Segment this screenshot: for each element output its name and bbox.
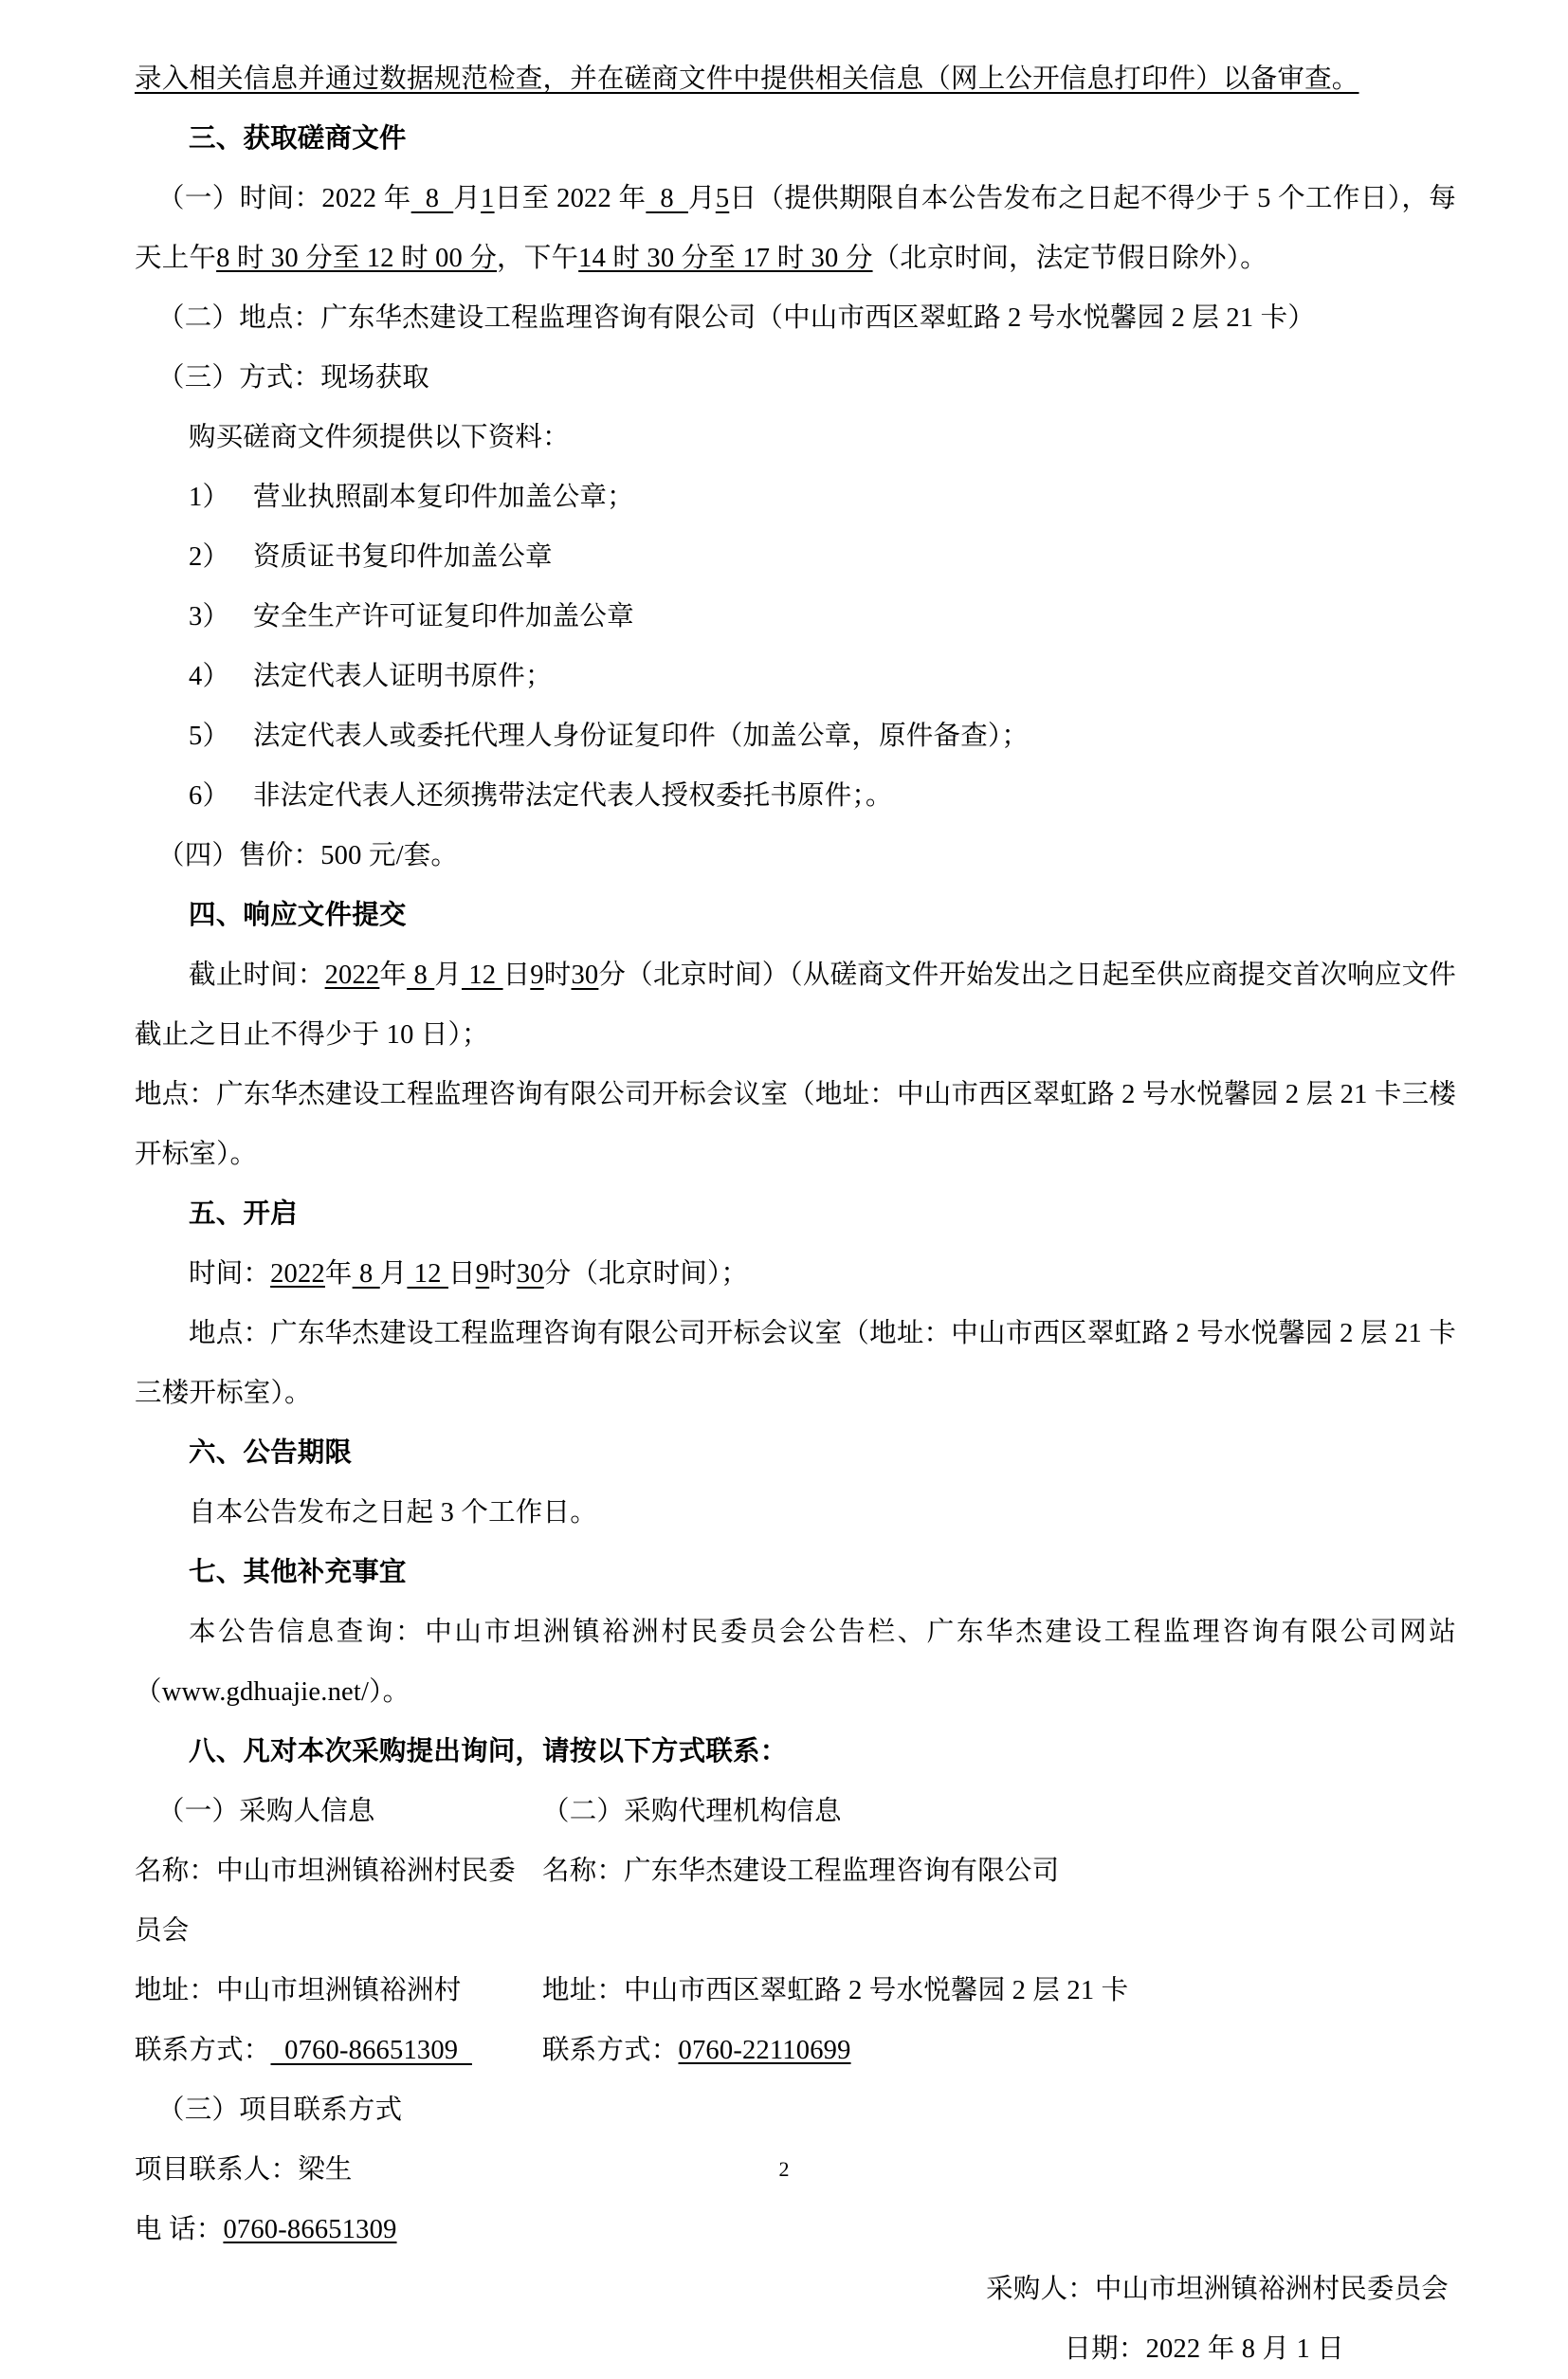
afternoon-tail: （北京时间，法定节假日除外）。 — [872, 244, 1267, 273]
opening-day-suffix: 日 — [448, 1259, 476, 1289]
opening-place-paragraph: 地点：广东华杰建设工程监理咨询有限公司开标会议室（地址：中山市西区翠虹路 2 号水悦馨园 2 层 21 卡三楼开标室）。 — [135, 1319, 1456, 1408]
list-item-text: 法定代表人或委托代理人身份证复印件（加盖公章，原件备查）； — [253, 722, 1030, 751]
signoff-date: 日期：2022 年 8 月 1 日 — [1064, 2334, 1344, 2364]
time-mid-text-2: 日至 2022 年 — [494, 184, 647, 213]
announcement-period-paragraph: 自本公告发布之日起 3 个工作日。 — [189, 1498, 597, 1528]
opening-month-suffix: 月 — [379, 1259, 408, 1289]
agency-contact — [542, 2021, 1456, 2080]
list-item-text: 非法定代表人还须携带法定代表人授权委托书原件；。 — [253, 781, 893, 811]
deadline-month-suffix: 月 — [434, 961, 462, 990]
list-item — [135, 766, 1456, 826]
project-contact-person: 项目联系人：梁生 — [135, 2155, 353, 2185]
opening-year-suffix: 年 — [324, 1259, 353, 1289]
list-item-text: 法定代表人证明书原件； — [253, 662, 553, 691]
list-item — [135, 706, 1456, 766]
heading-section-6: 六、公告期限 — [189, 1438, 353, 1468]
opening-hour-suffix: 时 — [489, 1259, 517, 1289]
project-contact-phone — [135, 2200, 1456, 2260]
deadline-day: 12 — [461, 961, 503, 990]
morning-tail: ，下午 — [497, 244, 579, 273]
acquisition-price-paragraph: （四）售价：500 元/套。 — [157, 841, 459, 870]
opening-time-tail: （北京时间）； — [571, 1259, 749, 1289]
purchase-note-paragraph: 购买磋商文件须提供以下资料： — [189, 423, 570, 452]
opening-day: 12 — [407, 1259, 448, 1289]
opening-minute-suffix: 分 — [543, 1259, 572, 1289]
purchaser-contact-value: 0760-86651309 — [270, 2036, 472, 2065]
time-month-suffix-2: 月 — [687, 184, 716, 213]
acquisition-place-paragraph: （二）地点：广东华杰建设工程监理咨询有限公司（中山市西区翠虹路 2 号水悦馨园 2 层 21 卡） — [157, 303, 1316, 333]
opening-time-paragraph — [135, 1244, 1456, 1304]
project-contact-title: （三）项目联系方式 — [157, 2095, 403, 2125]
opening-year: 2022 — [270, 1259, 325, 1289]
time-label: （一）时间：2022 年 — [157, 184, 411, 213]
signoff-purchaser: 采购人：中山市坦洲镇裕洲村民委员会 — [986, 2275, 1449, 2304]
list-item-number: 6） — [189, 781, 230, 811]
morning-hours: 8 时 30 分至 12 时 00 分 — [216, 244, 498, 273]
heading-section-3: 三、获取磋商文件 — [189, 124, 407, 154]
agency-name: 名称：广东华杰建设工程监理咨询有限公司 — [542, 1857, 1060, 1886]
submission-deadline-paragraph — [135, 945, 1456, 1065]
list-item-text: 资质证书复印件加盖公章 — [253, 542, 553, 572]
heading-section-4: 四、响应文件提交 — [189, 901, 407, 930]
list-item-text: 营业执照副本复印件加盖公章； — [253, 483, 634, 512]
purchaser-info-title: （一）采购人信息 — [157, 1797, 375, 1826]
time-month-suffix-1: 月 — [453, 184, 482, 213]
other-matters-paragraph: 本公告信息查询：中山市坦洲镇裕洲村民委员会公告栏、广东华杰建设工程监理咨询有限公司网站（www.gdhuajie.net/）。 — [135, 1618, 1456, 1707]
deadline-month: 8 — [407, 961, 435, 990]
list-item-number: 2） — [189, 542, 230, 572]
deadline-minute: 30 — [571, 961, 599, 990]
deadline-day-suffix: 日 — [502, 961, 531, 990]
heading-section-7: 七、其他补充事宜 — [189, 1558, 407, 1587]
purchaser-name: 名称：中山市坦洲镇裕洲村民委员会 — [135, 1857, 516, 1946]
purchaser-contact-label: 联系方式： — [135, 2036, 271, 2065]
submission-place-paragraph: 地点：广东华杰建设工程监理咨询有限公司开标会议室（地址：中山市西区翠虹路 2 号水悦馨园 2 层 21 卡三楼开标室）。 — [135, 1080, 1456, 1169]
deadline-label: 截止时间： — [189, 961, 325, 990]
time-day-blank-2: 5 — [715, 184, 730, 213]
agency-info-title: （二）采购代理机构信息 — [542, 1797, 842, 1826]
list-item-number: 5） — [189, 722, 230, 751]
list-item-number: 1） — [189, 483, 230, 512]
acquisition-time-paragraph — [135, 169, 1456, 288]
agency-address: 地址：中山市西区翠虹路 2 号水悦馨园 2 层 21 卡 — [542, 1976, 1129, 2005]
intro-paragraph: 录入相关信息并通过数据规范检查，并在磋商文件中提供相关信息（网上公开信息打印件）以备审查。 — [135, 64, 1359, 94]
opening-time-label: 时间： — [189, 1259, 271, 1289]
list-item — [135, 467, 1456, 527]
purchaser-contact — [135, 2021, 542, 2080]
list-item — [135, 527, 1456, 587]
list-item — [135, 587, 1456, 647]
list-item-number: 3） — [189, 602, 230, 631]
agency-contact-value: 0760-22110699 — [678, 2036, 851, 2065]
list-item-text: 安全生产许可证复印件加盖公章 — [253, 602, 634, 631]
time-month-blank-2: 8 — [646, 184, 688, 213]
document-body — [135, 49, 1456, 2379]
requirements-list — [135, 467, 1456, 826]
afternoon-hours: 14 时 30 分至 17 时 30 分 — [578, 244, 873, 273]
deadline-tail: （北京时间）（从磋商文件开始发出之日起至供应商提交首次响应文件截止之日止不得少于 10 日）； — [135, 961, 1457, 1050]
page-number: 2 — [778, 2157, 790, 2181]
time-month-blank-1: 8 — [410, 184, 454, 213]
deadline-minute-suffix: 分 — [598, 961, 627, 990]
acquisition-method-paragraph: （三）方式：现场获取 — [157, 363, 430, 393]
project-phone-label: 电 话： — [135, 2215, 224, 2244]
contact-information-block — [135, 1782, 1456, 2080]
signoff-block — [135, 2260, 1456, 2379]
time-day-blank-1: 1 — [481, 184, 495, 213]
heading-section-8: 八、凡对本次采购提出询问，请按以下方式联系： — [189, 1737, 788, 1766]
list-item-number: 4） — [189, 662, 230, 691]
heading-section-5: 五、开启 — [189, 1199, 298, 1229]
opening-month: 8 — [352, 1259, 380, 1289]
project-phone-value: 0760-86651309 — [223, 2215, 397, 2244]
list-item — [135, 647, 1456, 706]
purchaser-address: 地址：中山市坦洲镇裕洲村 — [135, 1976, 462, 2005]
opening-hour: 9 — [475, 1259, 490, 1289]
deadline-hour-suffix: 时 — [543, 961, 572, 990]
time-tail-text: 日（提供期限自本公告发布之日起不得少于 5 个工作日），每天上午 — [135, 184, 1456, 273]
opening-minute: 30 — [516, 1259, 544, 1289]
agency-contact-label: 联系方式： — [542, 2036, 679, 2065]
deadline-year: 2022 — [324, 961, 380, 990]
deadline-hour: 9 — [530, 961, 544, 990]
deadline-year-suffix: 年 — [379, 961, 408, 990]
